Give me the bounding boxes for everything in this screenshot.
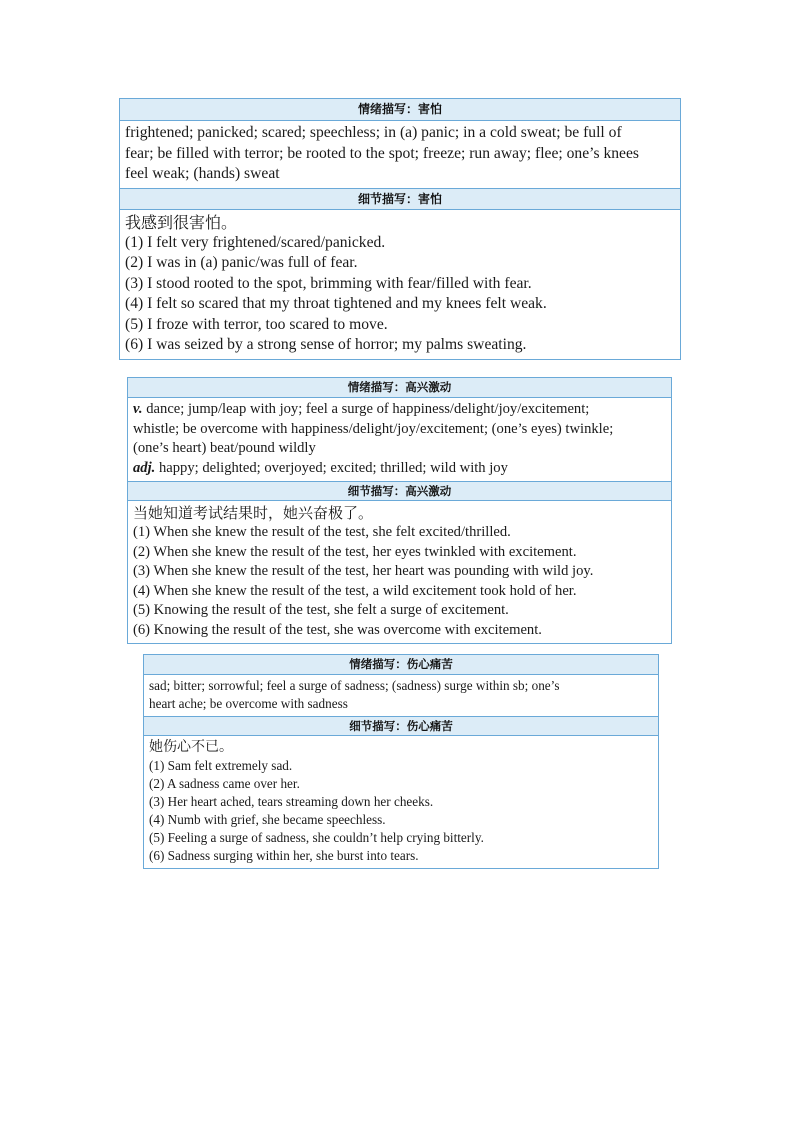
vocab-line [133,459,666,479]
example-sentence: (3) I stood rooted to the spot, brimming with fear/filled with fear. [125,274,532,292]
example-sentence: (1) I felt very frightened/scared/panicked. [125,233,386,251]
example-sentence: (2) When she knew the result of the test, her eyes twinkled with excitement. [133,543,577,560]
vocab-cell-sadness [144,675,658,716]
joy-table [127,377,672,644]
example-sentence: (4) When she knew the result of the test, a wild excitement took hold of her. [133,582,577,599]
vocab-line: heart ache; be overcome with sadness [149,696,348,711]
chinese-prompt: 当她知道考试结果时，她兴奋极了。 [133,504,374,522]
vocab-line: (one’s heart) beat/pound wildly [133,440,316,456]
example-sentence: (2) A sadness came over her. [149,776,300,791]
vocab-line: feel weak; (hands) sweat [125,165,280,182]
vocab-line: whistle; be overcome with happiness/delight/joy/excitement; (one’s eyes) twinkle; [133,420,614,437]
emotion-header-sadness: 情绪描写：伤心痛苦 [144,655,658,675]
chinese-prompt: 我感到很害怕。 [125,212,238,232]
example-sentence: (2) I was in (a) panic/was full of fear. [125,254,358,271]
example-sentence: (3) Her heart ached, tears streaming down her cheeks. [149,794,434,809]
emotion-header-fear: 情绪描写：害怕 [120,99,680,121]
example-sentence: (5) I froze with terror, too scared to move. [125,315,388,333]
vocab-line: frightened; panicked; scared; speechless; in (a) panic; in a cold sweat; be full of [125,124,622,141]
example-sentence: (1) Sam felt extremely sad. [149,758,293,773]
detail-cell-fear [120,210,680,359]
vocab-line [133,400,666,420]
vocab-text: dance; jump/leap with joy; feel a surge of happiness/delight/joy/excitement; [142,401,590,417]
example-sentence: (4) I felt so scared that my throat tightened and my knees felt weak. [125,295,547,312]
example-sentence: (6) I was seized by a strong sense of horror; my palms sweating. [125,336,527,353]
detail-header-sadness: 细节描写：伤心痛苦 [144,716,658,736]
example-sentence: (5) Feeling a surge of sadness, she couldn’t help crying bitterly. [149,830,484,845]
detail-cell-sadness [144,736,658,868]
example-sentence: (6) Knowing the result of the test, she was overcome with excitement. [133,621,542,638]
vocab-text: happy; delighted; overjoyed; excited; thrilled; wild with joy [155,459,508,476]
detail-cell-joy [128,501,671,643]
example-sentence: (6) Sadness surging within her, she burst into tears. [149,848,419,863]
example-sentence: (1) When she knew the result of the test, she felt excited/thrilled. [133,524,511,540]
detail-header-fear: 细节描写：害怕 [120,188,680,210]
fear-table [119,98,681,360]
chinese-prompt: 她伤心不已。 [149,739,233,755]
vocab-cell-joy [128,398,671,481]
example-sentence: (5) Knowing the result of the test, she felt a surge of excitement. [133,602,509,618]
vocab-line: sad; bitter; sorrowful; feel a surge of sadness; (sadness) surge within sb; one’s [149,678,560,693]
pos-tag-verb: v. [133,401,143,417]
example-sentence: (4) Numb with grief, she became speechless. [149,812,386,827]
emotion-header-joy: 情绪描写：高兴激动 [128,378,671,398]
example-sentence: (3) When she knew the result of the test, her heart was pounding with wild joy. [133,563,594,579]
detail-header-joy: 细节描写：高兴激动 [128,481,671,501]
pos-tag-adj: adj. [133,459,156,476]
vocab-line: fear; be filled with terror; be rooted to the spot; freeze; run away; flee; one’s knees [125,144,639,162]
vocab-cell-fear [120,121,680,188]
sadness-table [143,654,659,869]
